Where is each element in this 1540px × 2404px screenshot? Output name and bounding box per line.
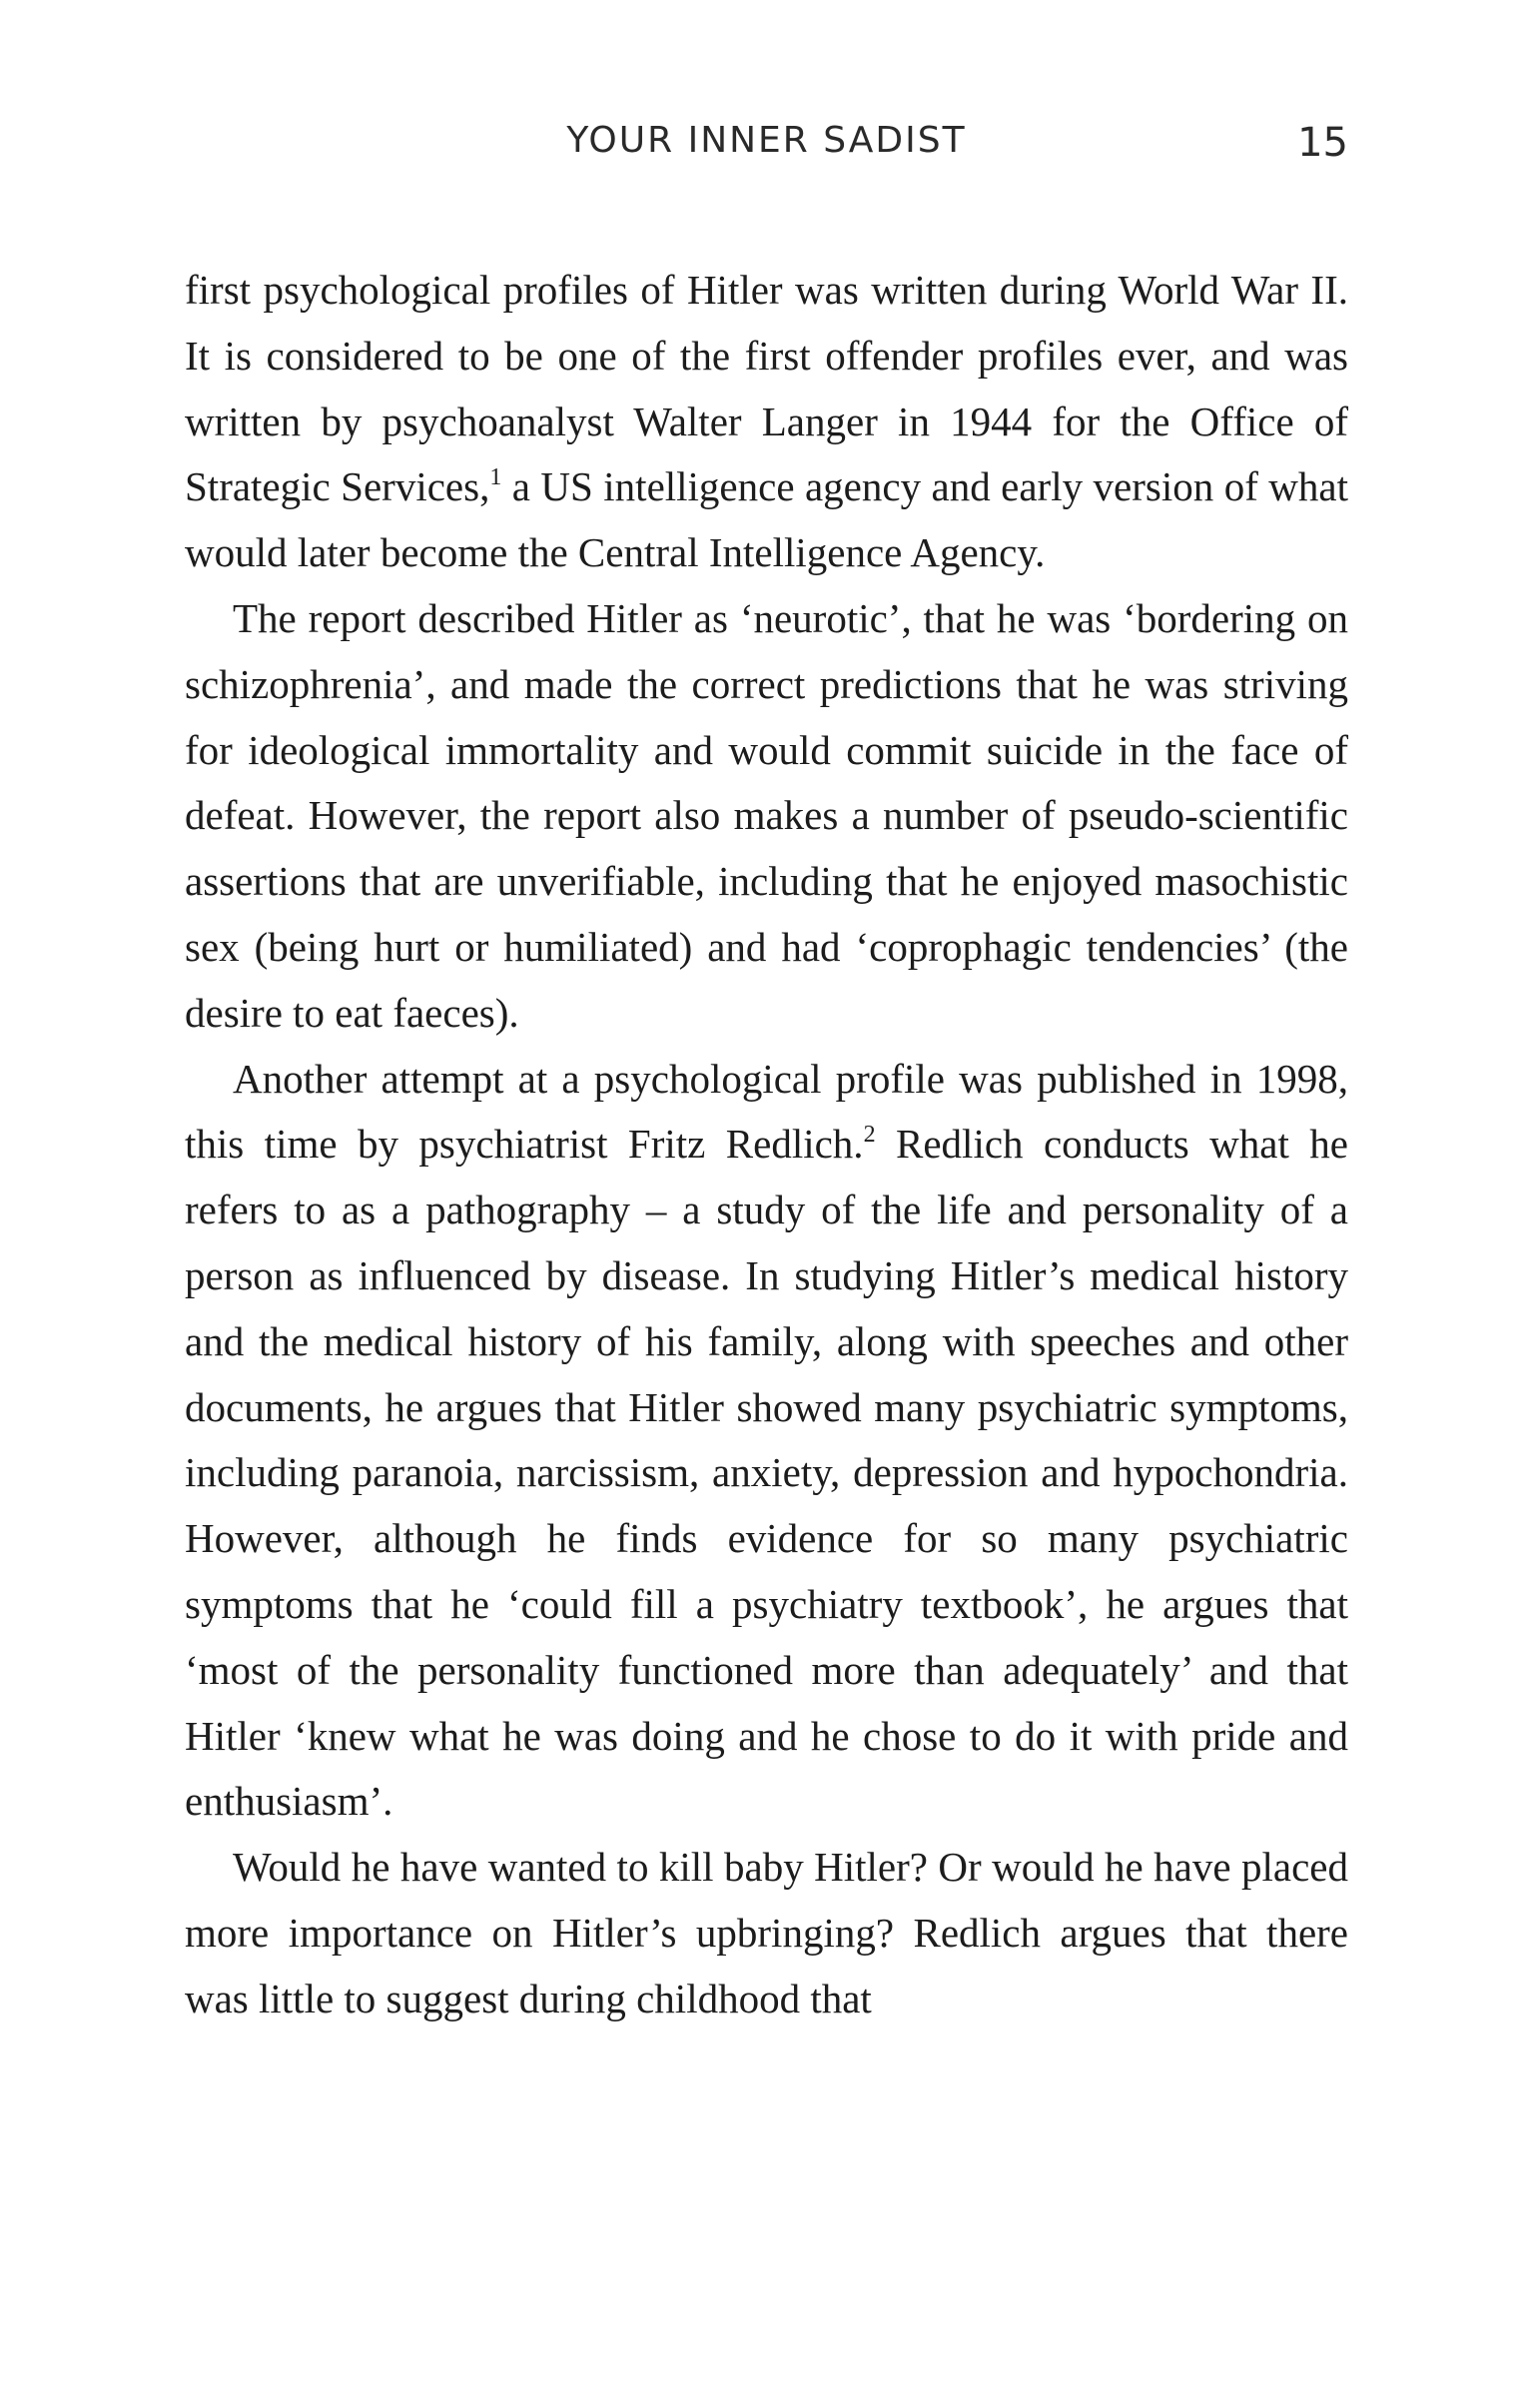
paragraph-3: [185, 1047, 1348, 1836]
body-text: [185, 258, 1348, 2032]
footnote-ref-1: 1: [489, 464, 502, 491]
paragraph-2: The report described Hitler as ‘neurotic’, that he was ‘bordering on schizophrenia’, and made the correct predictions that he was striving for ideological immortality and would commit suicide in the face of defeat. However, the report also makes a number of pseudo-scientific assertions that are unverifiable, including that he enjoyed masochistic sex (being hurt or humiliated) and had ‘coprophagic tendencies’ (the desire to eat faeces).: [185, 594, 1348, 1036]
footnote-ref-2: 2: [863, 1122, 876, 1149]
running-title: YOUR INNER SADIST: [566, 120, 967, 161]
paragraph-1-text-a: first psychological profiles of Hitler was written during World War II. It is considered to be one of the first offender profiles ever, and was written by psychoanalyst Walter Langer in 1944 for the Office of Strategic Services,: [185, 267, 1348, 510]
running-head: [185, 120, 1348, 180]
paragraph-4: Would he have wanted to kill baby Hitler? Or would he have placed more importance on Hitler’s upbringing? Redlich argues that there was little to suggest during childhood that: [185, 1844, 1348, 2021]
paragraph-1: [185, 258, 1348, 586]
paragraph-1-text-b: a US intelligence agency and early version of what would later become the Central Intelligence Agency.: [185, 463, 1348, 576]
paragraph-3-text-b: Redlich conducts what he refers to as a pathography – a study of the life and personality of a person as influenced by disease. In studying Hitler’s medical history and the medical history of his family, along with speeches and other documents, he argues that Hitler showed many psychiatric symptoms, including paranoia, narcissism, anxiety, depression and hypochondria. However, although he finds evidence for so many psychiatric symptoms that he ‘could fill a psychiatry textbook’, he argues that ‘most of the personality functioned more than adequately’ and that Hitler ‘knew what he was doing and he chose to do it with pride and enthusiasm’.: [185, 1121, 1348, 1825]
paragraph-3-text-a: Another attempt at a psychological profile was published in 1998, this time by psychiatrist Fritz Redlich.: [185, 1055, 1348, 1168]
page-number: 15: [1297, 120, 1348, 166]
